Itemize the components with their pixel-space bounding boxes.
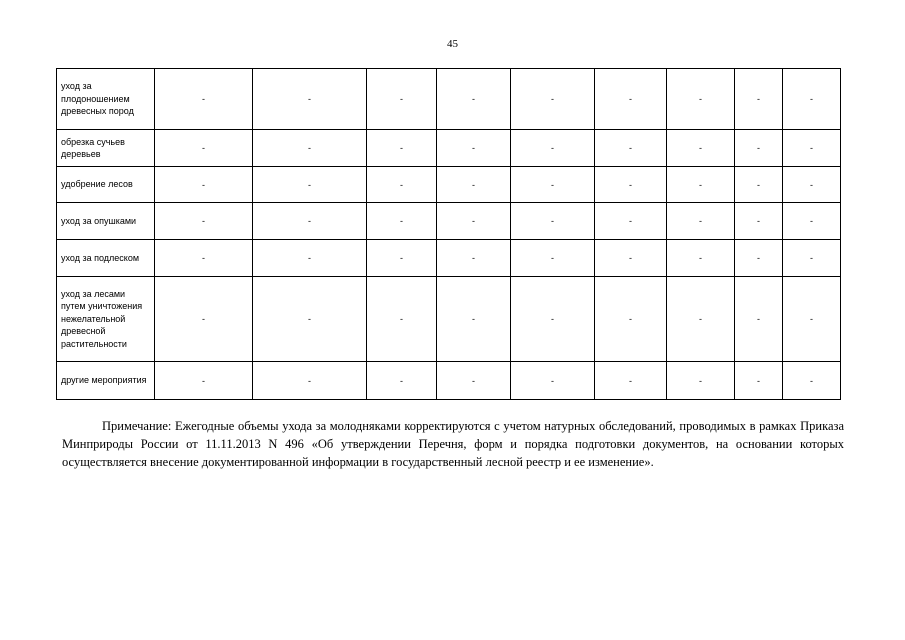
value-cell: - (735, 240, 783, 277)
value-cell: - (595, 167, 667, 203)
row-label: уход за опушками (57, 203, 155, 240)
value-cell: - (367, 130, 437, 167)
value-cell: - (367, 167, 437, 203)
table-row (57, 69, 841, 130)
value-cell: - (783, 240, 841, 277)
value-cell: - (595, 203, 667, 240)
value-cell: - (437, 240, 511, 277)
value-cell: - (511, 277, 595, 362)
value-cell: - (667, 167, 735, 203)
value-cell: - (667, 362, 735, 400)
value-cell: - (783, 69, 841, 130)
value-cell: - (511, 362, 595, 400)
value-cell: - (667, 240, 735, 277)
table-row (57, 362, 841, 400)
value-cell: - (735, 362, 783, 400)
value-cell: - (595, 130, 667, 167)
value-cell: - (783, 362, 841, 400)
row-label: уход за подлеском (57, 240, 155, 277)
value-cell: - (595, 69, 667, 130)
value-cell: - (253, 362, 367, 400)
value-cell: - (155, 203, 253, 240)
value-cell: - (253, 130, 367, 167)
value-cell: - (437, 362, 511, 400)
value-cell: - (155, 362, 253, 400)
value-cell: - (735, 277, 783, 362)
value-cell: - (253, 69, 367, 130)
table-row (57, 277, 841, 362)
value-cell: - (155, 167, 253, 203)
value-cell: - (437, 277, 511, 362)
row-label: уход за лесами путем уничтожения нежелательной древесной растительности (57, 277, 155, 362)
value-cell: - (511, 167, 595, 203)
table-row (57, 167, 841, 203)
value-cell: - (155, 69, 253, 130)
value-cell: - (367, 203, 437, 240)
value-cell: - (437, 203, 511, 240)
value-cell: - (367, 240, 437, 277)
data-table (56, 68, 841, 400)
note-paragraph: Примечание: Ежегодные объемы ухода за молодняками корректируются с учетом натурных обследований, проводимых в рамках Приказа Минприроды России от 11.11.2013 N 496 «Об утверждении Перечня, форм и порядка подготовки документов, на основании которых осуществляется внесение документированной информации в государственный лесной реестр и ее изменение». (62, 419, 844, 469)
value-cell: - (511, 240, 595, 277)
value-cell: - (735, 130, 783, 167)
value-cell: - (667, 130, 735, 167)
row-label: удобрение лесов (57, 167, 155, 203)
value-cell: - (367, 69, 437, 130)
table-row (57, 130, 841, 167)
value-cell: - (735, 203, 783, 240)
value-cell: - (783, 203, 841, 240)
value-cell: - (253, 240, 367, 277)
value-cell: - (437, 69, 511, 130)
row-label: уход за плодоношением древесных пород (57, 69, 155, 130)
value-cell: - (437, 167, 511, 203)
value-cell: - (511, 69, 595, 130)
value-cell: - (667, 69, 735, 130)
value-cell: - (155, 130, 253, 167)
value-cell: - (437, 130, 511, 167)
value-cell: - (595, 277, 667, 362)
value-cell: - (155, 277, 253, 362)
value-cell: - (367, 277, 437, 362)
page-number: 45 (447, 38, 458, 50)
value-cell: - (667, 203, 735, 240)
value-cell: - (155, 240, 253, 277)
value-cell: - (595, 240, 667, 277)
table-row (57, 203, 841, 240)
value-cell: - (735, 167, 783, 203)
value-cell: - (783, 130, 841, 167)
table-row (57, 240, 841, 277)
value-cell: - (253, 277, 367, 362)
table-body (57, 69, 841, 400)
value-cell: - (253, 203, 367, 240)
row-label: другие мероприятия (57, 362, 155, 400)
value-cell: - (511, 130, 595, 167)
value-cell: - (735, 69, 783, 130)
value-cell: - (595, 362, 667, 400)
value-cell: - (783, 167, 841, 203)
value-cell: - (783, 277, 841, 362)
value-cell: - (367, 362, 437, 400)
value-cell: - (511, 203, 595, 240)
value-cell: - (253, 167, 367, 203)
row-label: обрезка сучьев деревьев (57, 130, 155, 167)
value-cell: - (667, 277, 735, 362)
